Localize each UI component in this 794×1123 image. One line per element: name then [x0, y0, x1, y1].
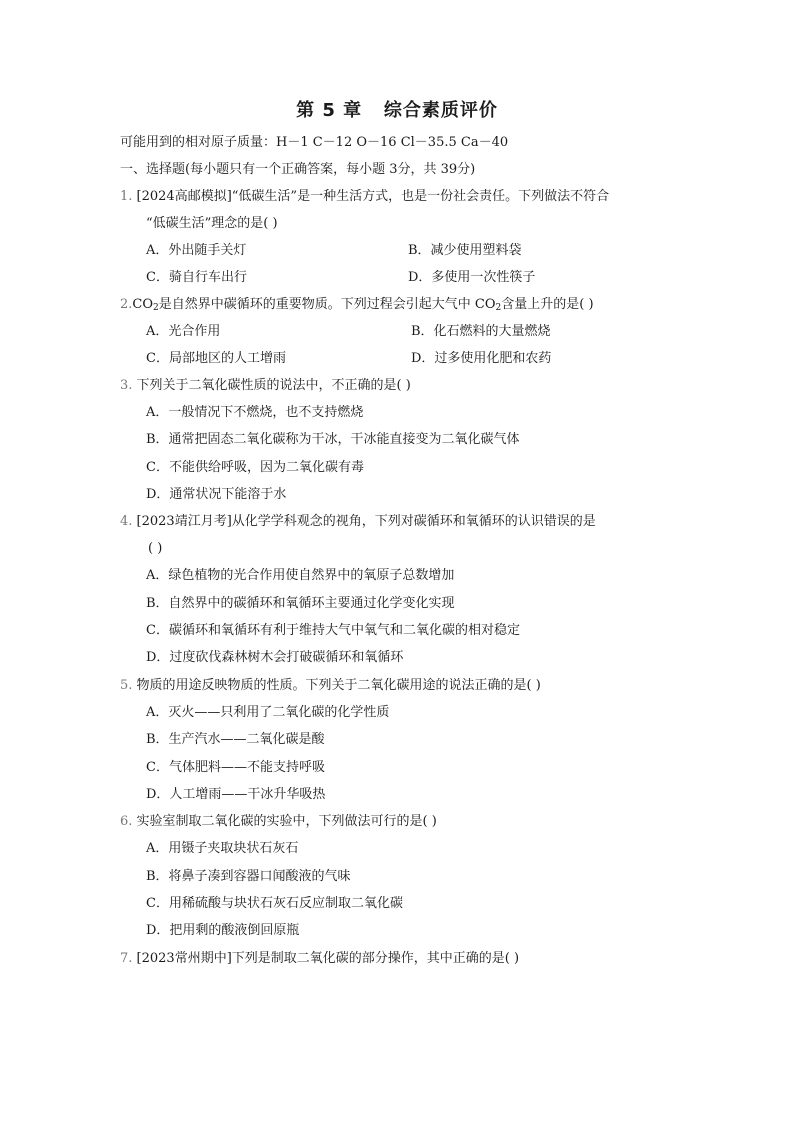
question-1-option-d: D．多使用一次性筷子	[408, 270, 536, 285]
question-1	[120, 188, 609, 206]
question-number: 2.	[120, 297, 133, 312]
question-6-option-d: D．把用剩的酸液倒回原瓶	[146, 923, 300, 938]
question-3-option-c: C．不能供给呼吸，因为二氧化碳有毒	[146, 460, 364, 475]
question-number: 6.	[120, 814, 133, 829]
question-1-option-c: C．骑自行车出行	[146, 270, 247, 285]
question-2-option-b: B．化石燃料的大量燃烧	[411, 324, 551, 339]
question-5-option-c: C．气体肥料——不能支持呼吸	[146, 760, 325, 775]
question-3-option-d: D．通常状况下能溶于水	[146, 487, 287, 502]
question-number: 1.	[120, 189, 133, 204]
stem-part: 是自然界中碳循环的重要物质。下列过程会引起大气中 CO	[158, 297, 496, 312]
question-3-option-b: B．通常把固态二氧化碳称为干冰，干冰能直接变为二氧化碳气体	[146, 432, 520, 447]
stem-part: 含量上升的是( )	[501, 297, 594, 312]
question-5-option-d: D．人工增雨——干冰升华吸热	[146, 787, 326, 802]
question-3-option-a: A．一般情况下不燃烧，也不支持燃烧	[146, 405, 364, 420]
question-2	[120, 296, 594, 314]
question-5-option-a: A．灭火——只利用了二氧化碳的化学性质	[146, 705, 390, 720]
question-4-option-c: C．碳循环和氧循环有利于维持大气中氧气和二氧化碳的相对稳定	[146, 623, 520, 638]
question-4-option-d: D．过度砍伐森林树木会打破碳循环和氧循环	[146, 650, 404, 665]
subscript: 2	[495, 303, 502, 313]
question-6-option-a: A．用镊子夹取块状石灰石	[146, 841, 299, 856]
stem-part: CO	[132, 297, 154, 312]
question-3	[120, 377, 411, 395]
question-4-option-b: B．自然界中的碳循环和氧循环主要通过化学变化实现	[146, 596, 455, 611]
question-4-option-a: A．绿色植物的光合作用使自然界中的氧原子总数增加	[146, 568, 455, 583]
question-stem: 实验室制取二氧化碳的实验中，下列做法可行的是( )	[136, 814, 437, 829]
question-2-option-a: A．光合作用	[146, 324, 221, 339]
question-stem: [2024高邮模拟]“低碳生活”是一种生活方式，也是一份社会责任。下列做法不符合	[136, 189, 610, 204]
question-1-stem-cont: “低碳生活”理念的是( )	[146, 216, 278, 231]
question-stem: 物质的用途反映物质的性质。下列关于二氧化碳用途的说法正确的是( )	[136, 678, 541, 693]
question-stem: [2023常州期中]下列是制取二氧化碳的部分操作，其中正确的是( )	[136, 951, 520, 966]
question-1-option-a: A．外出随手关灯	[146, 243, 247, 258]
question-7	[120, 950, 519, 968]
subscript: 2	[153, 303, 159, 313]
question-4-stem-cont: ( )	[148, 541, 163, 556]
section-heading: 一、选择题(每小题只有一个正确答案，每小题 3分，共 39分)	[120, 162, 476, 177]
page-title: 第 5 章 综合素质评价	[296, 100, 498, 121]
question-6-option-c: C．用稀硫酸与块状石灰石反应制取二氧化碳	[146, 896, 403, 911]
question-number: 5.	[120, 678, 133, 693]
question-number: 7.	[120, 951, 133, 966]
question-5	[120, 677, 541, 695]
question-stem: [2023靖江月考]从化学学科观念的视角，下列对碳循环和氧循环的认识错误的是	[136, 514, 596, 529]
question-number: 4.	[120, 514, 133, 529]
question-6	[120, 813, 437, 831]
question-6-option-b: B．将鼻子凑到容器口闻酸液的气味	[146, 869, 351, 884]
question-1-option-b: B．减少使用塑料袋	[408, 243, 522, 258]
question-4	[120, 513, 596, 531]
question-2-option-d: D．过多使用化肥和农药	[411, 351, 552, 366]
question-number: 3.	[120, 378, 133, 393]
atomic-mass-note: 可能用到的相对原子质量：H－1 C－12 O－16 Cl－35.5 Ca－40	[120, 135, 509, 150]
question-2-option-c: C．局部地区的人工增雨	[146, 351, 286, 366]
question-5-option-b: B．生产汽水——二氧化碳是酸	[146, 732, 325, 747]
question-stem: 下列关于二氧化碳性质的说法中，不正确的是( )	[136, 378, 411, 393]
